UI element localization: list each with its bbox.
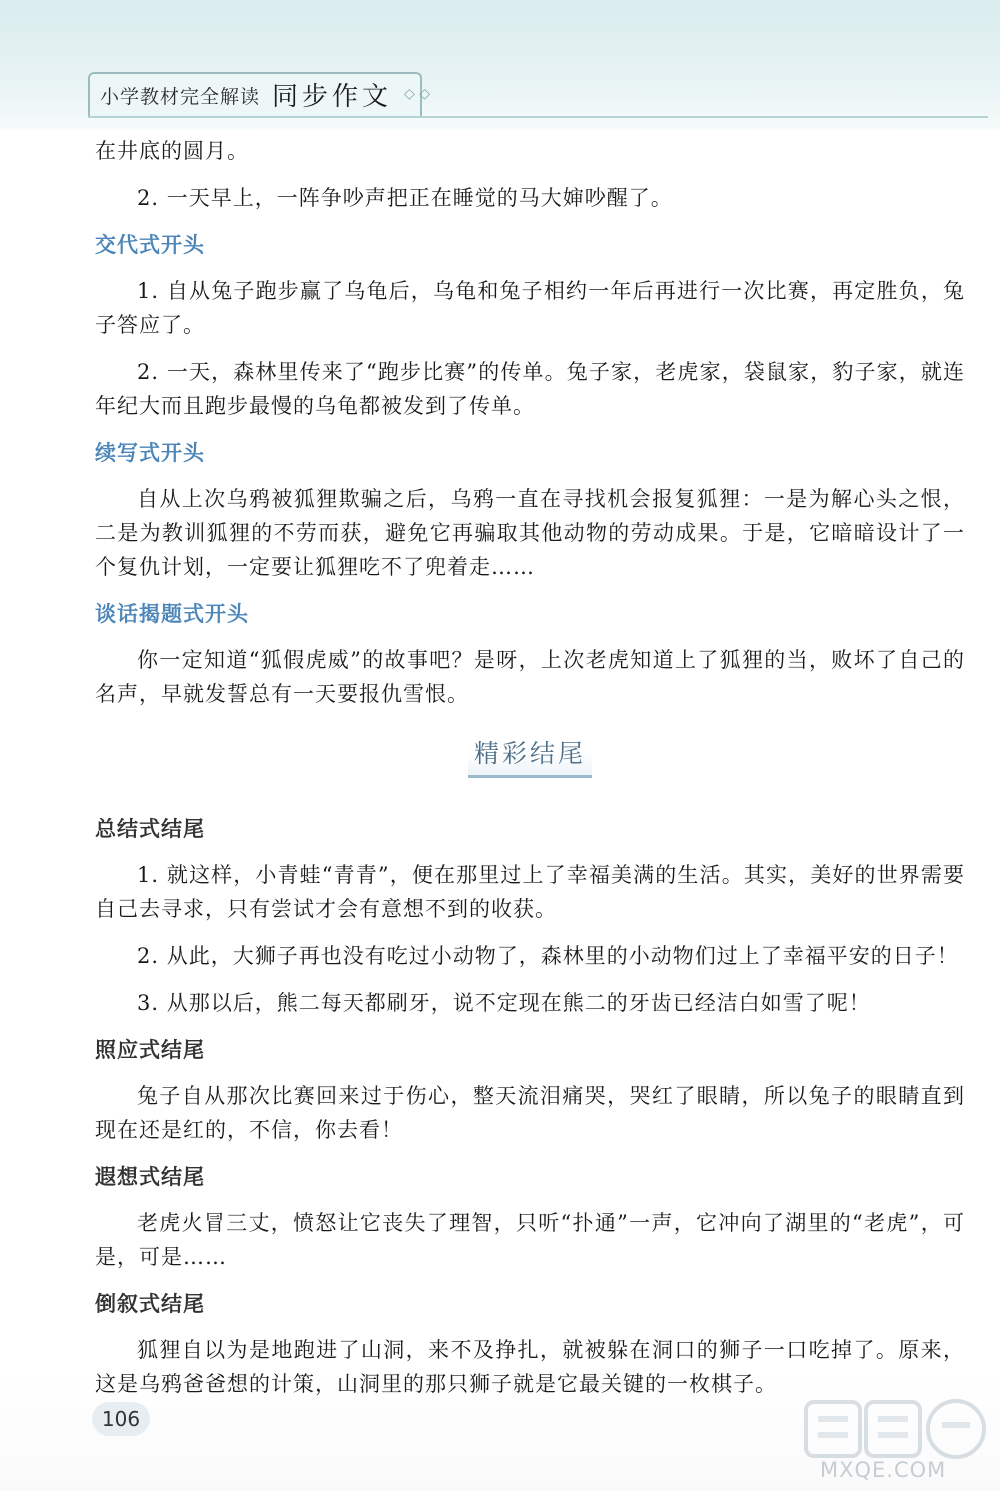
body-paragraph: 1. 就这样，小青蛙“青青”，便在那里过上了幸福美满的生活。其实，美好的世界需要自己去寻求，只有尝试才会有意想不到的收获。 (95, 863, 965, 921)
subsection-heading: 续写式开头 (95, 441, 205, 465)
page-body (95, 134, 965, 1414)
body-paragraph: 2. 从此，大狮子再也没有吃过小动物了，森林里的小动物们过上了幸福平安的日子！ (137, 944, 959, 968)
section-title: 精彩结尾 (468, 735, 592, 778)
body-paragraph: 1. 自从兔子跑步赢了乌龟后，乌龟和兔子相约一年后再进行一次比赛，再定胜负，兔子答应了。 (95, 279, 965, 337)
body-paragraph: 狐狸自以为是地跑进了山洞，来不及挣扎，就被躲在洞口的狮子一口吃掉了。原来，这是乌鸦爸爸想的计策，山洞里的那只狮子就是它最关键的一枚棋子。 (95, 1338, 965, 1396)
section-title-wrap (95, 735, 965, 778)
subsection-heading: 谈话揭题式开头 (95, 602, 249, 626)
page-number: 106 (92, 1402, 150, 1436)
body-paragraph: 2. 一天早上，一阵争吵声把正在睡觉的马大婶吵醒了。 (137, 186, 673, 210)
body-paragraph: 在井底的圆月。 (95, 139, 249, 163)
body-paragraph: 自从上次乌鸦被狐狸欺骗之后，乌鸦一直在寻找机会报复狐狸：一是为解心头之恨，二是为教训狐狸的不劳而获，避免它再骗取其他动物的劳动成果。于是，它暗暗设计了一个复仇计划，一定要让狐狸吃不了兜着走…… (95, 487, 965, 579)
header-divider (88, 116, 988, 118)
body-paragraph: 兔子自从那次比赛回来过于伤心，整天流泪痛哭，哭红了眼睛，所以兔子的眼睛直到现在还是红的，不信，你去看！ (95, 1084, 965, 1142)
subsection-heading: 总结式结尾 (95, 817, 205, 841)
subsection-heading: 照应式结尾 (95, 1038, 205, 1062)
body-paragraph: 老虎火冒三丈，愤怒让它丧失了理智，只听“扑通”一声，它冲向了湖里的“老虎”，可是，可是…… (95, 1211, 965, 1269)
body-paragraph: 3. 从那以后，熊二每天都刷牙，说不定现在熊二的牙齿已经洁白如雪了呢！ (137, 991, 871, 1015)
subsection-heading: 交代式开头 (95, 233, 205, 257)
body-paragraph: 2. 一天，森林里传来了“跑步比赛”的传单。兔子家，老虎家，袋鼠家，豹子家，就连年纪大而且跑步最慢的乌龟都被发到了传单。 (95, 360, 965, 418)
header-book-title: 同步作文 (272, 82, 393, 112)
watermark-text: MXQE.COM (820, 1458, 947, 1482)
subsection-heading: 倒叙式结尾 (95, 1292, 205, 1316)
header-series-name: 小学教材完全解读 (100, 86, 261, 108)
subsection-heading: 遐想式结尾 (95, 1165, 205, 1189)
header-decoration-icon: ◇ ◇ (404, 86, 430, 102)
body-paragraph: 你一定知道“狐假虎威”的故事吧？是呀，上次老虎知道上了狐狸的当，败坏了自己的名声，早就发誓总有一天要报仇雪恨。 (95, 648, 965, 706)
